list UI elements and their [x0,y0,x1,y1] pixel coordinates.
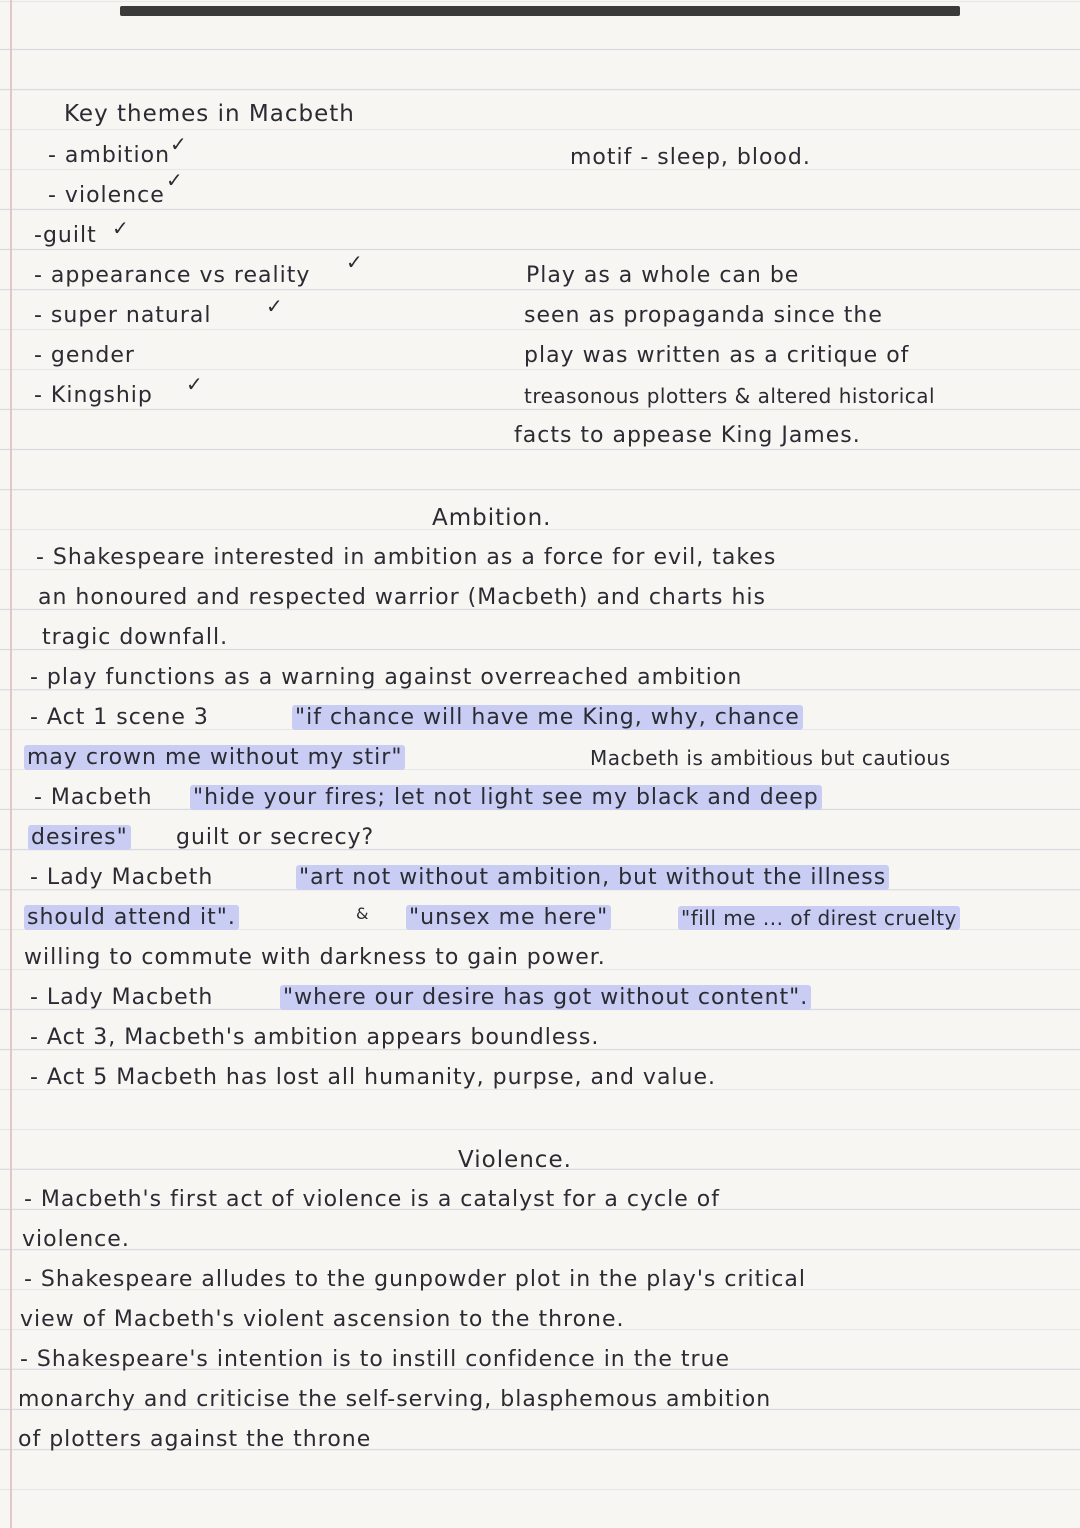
propaganda-line: treasonous plotters & altered historical [524,384,936,408]
ambition-line: an honoured and respected warrior (Macbeth) and charts his [38,585,767,610]
highlighted-quote: "fill me ... of direst cruelty [678,906,960,930]
quote-line [296,864,889,892]
margin-line [10,0,12,1528]
propaganda-line: facts to appease King James. [514,423,861,448]
themes-title: Key themes in Macbeth [64,101,355,127]
ambition-line: willing to commute with darkness to gain power. [24,945,606,970]
and-symbol: & [356,904,370,923]
ambition-line: - Act 3, Macbeth's ambition appears boundless. [30,1025,600,1050]
ambition-line: - Shakespeare interested in ambition as a force for evil, takes [36,545,777,570]
violence-line: view of Macbeth's violent ascension to the throne. [20,1307,625,1332]
propaganda-line: Play as a whole can be [526,263,800,288]
ambition-line: tragic downfall. [42,625,229,650]
quote-line [24,744,405,772]
motif-note: motif - sleep, blood. [570,145,811,170]
violence-line: monarchy and criticise the self-serving, blasphemous ambition [18,1387,772,1412]
theme-item: - super natural [34,303,212,328]
macbeth-label: - Macbeth [34,785,153,810]
violence-line: - Shakespeare alludes to the gunpowder plot in the play's critical [24,1267,806,1292]
highlighted-quote: "art not without ambition, but without the illness [296,865,889,890]
highlighted-quote: should attend it". [24,905,239,930]
ambition-heading: Ambition. [432,505,552,531]
act1-label: - Act 1 scene 3 [30,705,209,730]
violence-heading: Violence. [458,1147,572,1173]
quote-line [292,704,803,732]
quote-line [280,984,811,1012]
quote-line [406,904,611,932]
check-mark-icon: ✓ [170,132,187,156]
propaganda-line: play was written as a critique of [524,343,910,368]
theme-item: - ambition [48,143,171,168]
violence-line: of plotters against the throne [18,1427,372,1452]
violence-line: violence. [22,1227,130,1252]
ambition-line: - play functions as a warning against overreached ambition [30,665,743,690]
quote-line [28,824,131,852]
highlighted-quote: may crown me without my stir" [24,745,405,770]
violence-line: - Shakespeare's intention is to instill confidence in the true [20,1347,730,1372]
check-mark-icon: ✓ [346,250,363,274]
theme-item: - violence [48,183,165,208]
theme-item: - gender [34,343,135,368]
highlighted-quote: "where our desire has got without content". [280,985,811,1010]
lady-macbeth-label: - Lady Macbeth [30,865,214,890]
highlighted-quote: "if chance will have me King, why, chance [292,705,803,730]
theme-item: - appearance vs reality [34,263,311,288]
theme-item: - Kingship [34,383,153,408]
quote-comment: Macbeth is ambitious but cautious [590,746,951,770]
page-top-edge [120,6,960,16]
check-mark-icon: ✓ [166,168,183,192]
check-mark-icon: ✓ [112,216,129,240]
highlighted-quote: "hide your fires; let not light see my black and deep [190,785,822,810]
ambition-line: - Act 5 Macbeth has lost all humanity, purpse, and value. [30,1065,717,1090]
quote-line [24,904,239,932]
check-mark-icon: ✓ [186,372,203,396]
lady-macbeth-label: - Lady Macbeth [30,985,214,1010]
theme-item: -guilt [34,223,97,248]
highlighted-quote: desires" [28,825,131,850]
quote-line [678,904,960,932]
propaganda-line: seen as propaganda since the [524,303,883,328]
quote-comment: guilt or secrecy? [176,825,375,850]
highlighted-quote: "unsex me here" [406,905,611,930]
quote-line [190,784,822,812]
violence-line: - Macbeth's first act of violence is a catalyst for a cycle of [24,1187,720,1212]
check-mark-icon: ✓ [266,294,283,318]
